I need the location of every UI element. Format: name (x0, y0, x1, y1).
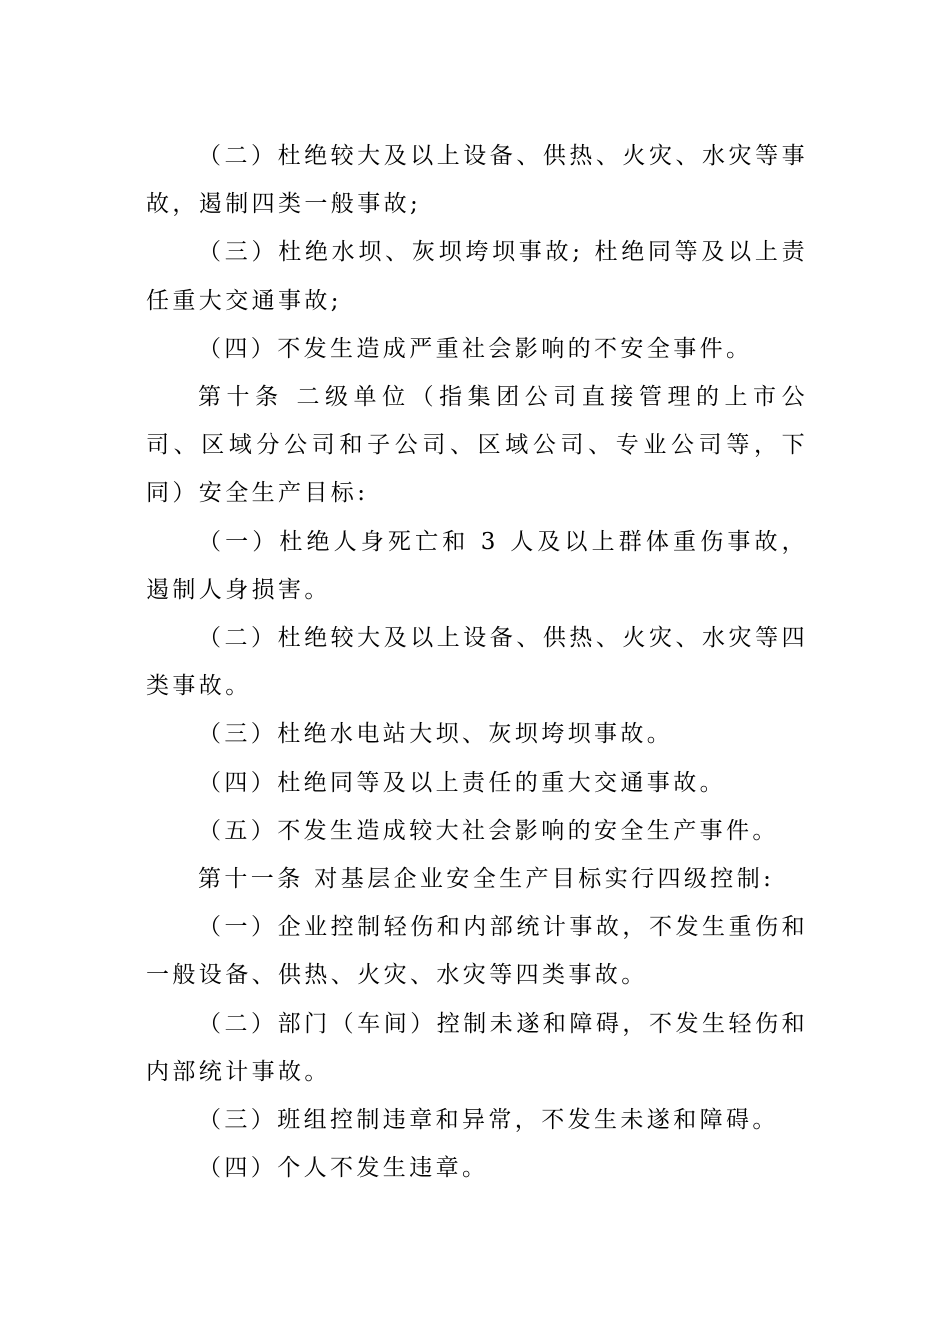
paragraph: （二）杜绝较大及以上设备、供热、火灾、水灾等事故，遏制四类一般事故; (146, 143, 808, 218)
article-heading-paragraph: 第十一条 对基层企业安全生产目标实行四级控制: (198, 866, 775, 893)
paragraph: （一）杜绝人身死亡和 3 人及以上群体重伤事故，遏制人身损害。 (146, 528, 808, 603)
paragraph: （三）班组控制违章和异常，不发生未遂和障碍。 (198, 1107, 779, 1134)
article-heading-paragraph: 第十条 二级单位（指集团公司直接管理的上市公司、区域分公司和子公司、区域公司、专业公司等，下同）安全生产目标: (146, 384, 808, 507)
paragraph: （二）杜绝较大及以上设备、供热、火灾、水灾等四类事故。 (146, 625, 808, 700)
paragraph: （三）杜绝水坝、灰坝垮坝事故; 杜绝同等及以上责任重大交通事故; (146, 239, 808, 314)
paragraph: （四）杜绝同等及以上责任的重大交通事故。 (198, 769, 726, 796)
document-body (146, 132, 808, 1192)
paragraph: （四）个人不发生违章。 (198, 1155, 489, 1182)
paragraph: （五）不发生造成较大社会影响的安全生产事件。 (198, 817, 779, 844)
paragraph: （一）企业控制轻伤和内部统计事故，不发生重伤和一般设备、供热、火灾、水灾等四类事故。 (146, 914, 808, 989)
paragraph: （四）不发生造成严重社会影响的不安全事件。 (198, 335, 753, 362)
paragraph: （三）杜绝水电站大坝、灰坝垮坝事故。 (198, 721, 674, 748)
paragraph: （二）部门（车间）控制未遂和障碍，不发生轻伤和内部统计事故。 (146, 1010, 808, 1085)
